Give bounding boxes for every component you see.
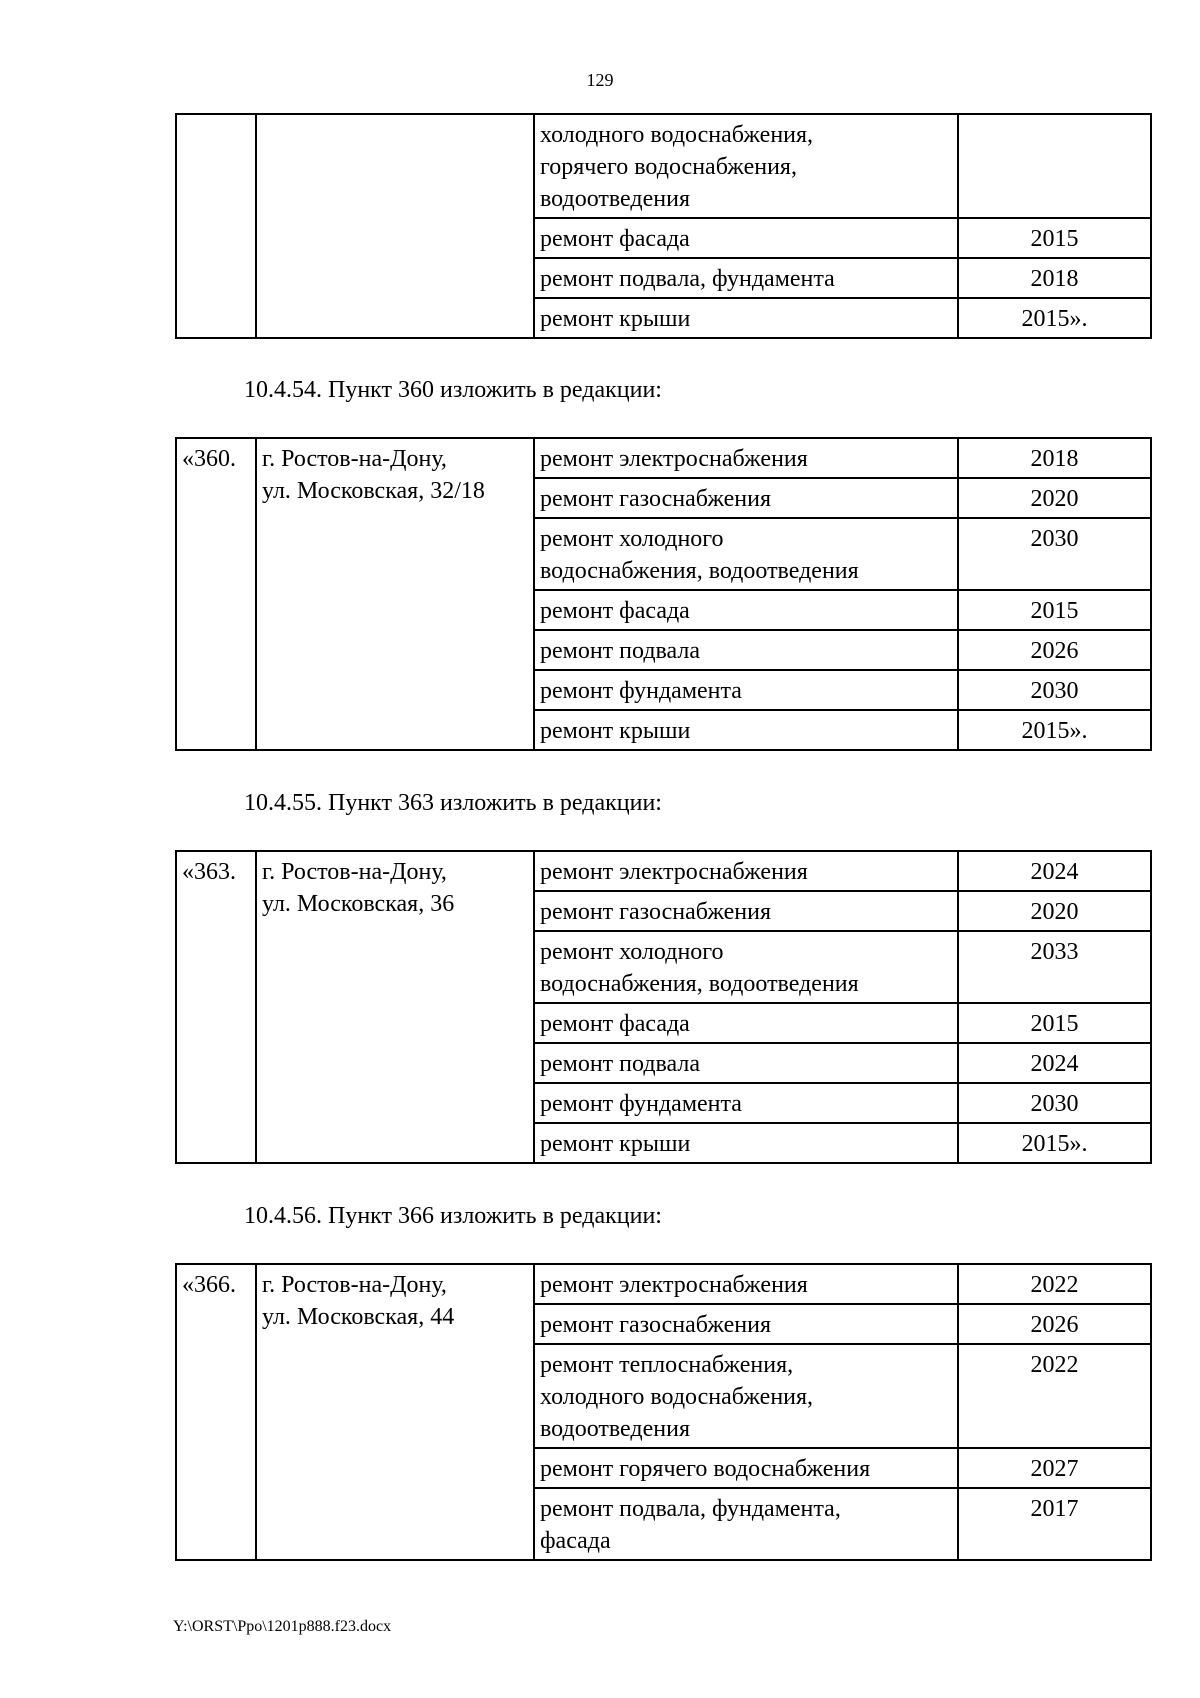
section-heading-360: 10.4.54. Пункт 360 изложить в редакции:	[244, 377, 662, 403]
work-type-cell: ремонт крыши	[534, 298, 958, 338]
work-type-cell: ремонт холодного водоснабжения, водоотведения	[534, 931, 958, 1003]
item-number-cell: «366.	[176, 1264, 256, 1560]
year-cell: 2017	[958, 1488, 1151, 1560]
work-type-cell: ремонт электроснабжения	[534, 1264, 958, 1304]
year-cell: 2024	[958, 1043, 1151, 1083]
year-cell: 2022	[958, 1264, 1151, 1304]
year-cell: 2030	[958, 1083, 1151, 1123]
section-heading-366: 10.4.56. Пункт 366 изложить в редакции:	[244, 1203, 662, 1229]
table-row	[176, 114, 1151, 218]
item-number-cell	[176, 114, 256, 338]
work-type-cell: ремонт подвала	[534, 630, 958, 670]
year-cell: 2022	[958, 1344, 1151, 1448]
work-type-cell: ремонт фасада	[534, 590, 958, 630]
address-cell: г. Ростов-на-Дону, ул. Московская, 32/18	[256, 438, 534, 750]
year-cell: 2015».	[958, 710, 1151, 750]
work-type-cell: ремонт газоснабжения	[534, 1304, 958, 1344]
work-type-cell: ремонт газоснабжения	[534, 891, 958, 931]
table-row	[176, 1264, 1151, 1304]
year-cell: 2027	[958, 1448, 1151, 1488]
work-type-cell: ремонт электроснабжения	[534, 438, 958, 478]
year-cell: 2030	[958, 518, 1151, 590]
year-cell: 2015	[958, 1003, 1151, 1043]
address-cell: г. Ростов-на-Дону, ул. Московская, 44	[256, 1264, 534, 1560]
continuation-table	[175, 113, 1152, 339]
section-heading-363: 10.4.55. Пункт 363 изложить в редакции:	[244, 790, 662, 816]
item-number-cell: «363.	[176, 851, 256, 1163]
year-cell: 2033	[958, 931, 1151, 1003]
work-type-cell: ремонт фундамента	[534, 1083, 958, 1123]
work-type-cell: ремонт фасада	[534, 1003, 958, 1043]
year-cell: 2018	[958, 258, 1151, 298]
work-type-cell: ремонт фасада	[534, 218, 958, 258]
year-cell: 2030	[958, 670, 1151, 710]
year-cell: 2018	[958, 438, 1151, 478]
work-type-cell: ремонт горячего водоснабжения	[534, 1448, 958, 1488]
table-row	[176, 438, 1151, 478]
work-type-cell: ремонт электроснабжения	[534, 851, 958, 891]
work-type-cell: ремонт теплоснабжения, холодного водоснабжения, водоотведения	[534, 1344, 958, 1448]
file-path-footer: Y:\ORST\Ppo\1201p888.f23.docx	[173, 1618, 392, 1635]
table-item-363	[175, 850, 1152, 1164]
work-type-cell: ремонт крыши	[534, 1123, 958, 1163]
year-cell: 2015	[958, 590, 1151, 630]
table-row	[176, 851, 1151, 891]
address-cell: г. Ростов-на-Дону, ул. Московская, 36	[256, 851, 534, 1163]
year-cell: 2026	[958, 630, 1151, 670]
year-cell: 2015».	[958, 298, 1151, 338]
year-cell: 2020	[958, 478, 1151, 518]
year-cell: 2015	[958, 218, 1151, 258]
address-cell	[256, 114, 534, 338]
year-cell	[958, 114, 1151, 218]
work-type-cell: ремонт газоснабжения	[534, 478, 958, 518]
item-number-cell: «360.	[176, 438, 256, 750]
year-cell: 2020	[958, 891, 1151, 931]
work-type-cell: ремонт подвала, фундамента	[534, 258, 958, 298]
work-type-cell: ремонт холодного водоснабжения, водоотведения	[534, 518, 958, 590]
year-cell: 2015».	[958, 1123, 1151, 1163]
table-item-360	[175, 437, 1152, 751]
table-item-366	[175, 1263, 1152, 1561]
work-type-cell: ремонт подвала	[534, 1043, 958, 1083]
year-cell: 2024	[958, 851, 1151, 891]
work-type-cell: ремонт подвала, фундамента, фасада	[534, 1488, 958, 1560]
year-cell: 2026	[958, 1304, 1151, 1344]
work-type-cell: ремонт фундамента	[534, 670, 958, 710]
work-type-cell: холодного водоснабжения, горячего водоснабжения, водоотведения	[534, 114, 958, 218]
work-type-cell: ремонт крыши	[534, 710, 958, 750]
page-number: 129	[586, 70, 614, 90]
